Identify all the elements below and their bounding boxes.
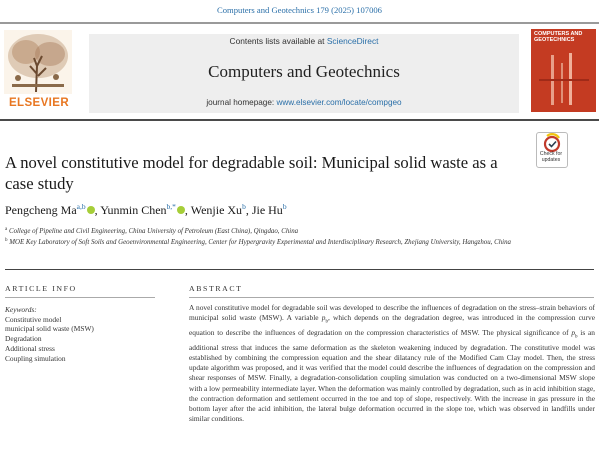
author-affiliation-marks[interactable]: a,b <box>76 202 86 211</box>
orcid-icon[interactable] <box>177 206 185 214</box>
journal-homepage <box>89 98 519 107</box>
author[interactable] <box>191 203 246 217</box>
author-list <box>5 202 565 218</box>
cover-artwork <box>531 49 596 112</box>
homepage-link[interactable]: www.elsevier.com/locate/compgeo <box>276 98 402 107</box>
author-affiliation-marks[interactable]: b,* <box>166 202 176 211</box>
keywords-label: Keywords: <box>5 305 37 314</box>
author-name[interactable]: Yunmin Chen <box>100 203 167 217</box>
paper-title: A novel constitutive model for degradable soil: Municipal solid waste as a case study <box>5 153 498 193</box>
author[interactable] <box>100 203 185 217</box>
contents-prefix: Contents lists available at <box>229 36 327 46</box>
keyword-item: Degradation <box>5 334 42 344</box>
affiliation-mark: a <box>5 227 8 232</box>
journal-title[interactable]: Computers and Geotechnics <box>208 62 400 81</box>
keyword-item: Coupling simulation <box>5 353 66 363</box>
section-divider <box>5 269 594 270</box>
variable-p: p <box>571 327 576 337</box>
header-divider-top <box>0 22 599 24</box>
journal-cover-thumbnail[interactable] <box>531 29 596 112</box>
publisher-name[interactable]: ELSEVIER <box>8 97 70 109</box>
abstract-part-3: is an additional stress that induces the same deformation as the skeleton weakening induced by degradation. The constitutive model was established by combining the compression equation and the shear dilatancy rule of the Modified Cam Clay model. Then, the stress update algorithm was proposed, and it was verified that the model could describe the influences of degradation on the compression and shear responses of MSW. Finally, a degradation-consolidation coupling simulation was conducted on a two-dimensional MSW slope with a low permeability intermediate layer. When the deformation was mainly controlled by degradation, such as in acid inhibition stage, the contraction deformation and settlement occurred in the toe and top of slope, respectively. With the increase in gas pressure in the bottom layer after the acid inhibition, the lateral bulge deformation occurred in the slope toe, which was observed in landfills under similar conditions. <box>189 327 595 424</box>
affiliation-text: MOE Key Laboratory of Soft Soils and Geoenvironmental Engineering, Center for Hypergravity Experimental and Interdisciplinary Research, Zhejiang University, Hangzhou, China <box>9 239 511 246</box>
keyword-item: Additional stress <box>5 343 55 353</box>
abstract-part-1: A novel constitutive model for degradable soil was developed to describe the influences of degradation on the stress–strain behaviors of municipal solid waste (MSW). A variable <box>189 303 595 323</box>
affiliation-text: College of Pipeline and Civil Engineering, China University of Petroleum (East China), Qingdao, China <box>8 228 299 235</box>
author[interactable] <box>252 203 287 217</box>
keyword-item: municipal solid waste (MSW) <box>5 324 94 334</box>
variable-subscript: b <box>575 334 578 340</box>
keyword-item: Constitutive model <box>5 314 62 324</box>
affiliation-mark: b <box>5 238 8 243</box>
author[interactable] <box>5 203 95 217</box>
check-updates-label: Check for updates <box>539 151 563 163</box>
cover-title: COMPUTERS AND GEOTECHNICS <box>534 31 583 43</box>
journal-citation[interactable]: Computers and Geotechnics 179 (2025) 107006 <box>217 5 382 15</box>
variable-p: p <box>321 313 326 323</box>
abstract-part-2: , which depends on the degradation degree, was introduced in the compression curve equation to describe the influences of degradation on the compression characteristics of MSW. The physical significance of <box>189 313 595 337</box>
author-separator: , <box>245 203 252 217</box>
author-name[interactable]: Wenjie Xu <box>190 203 243 217</box>
homepage-prefix: journal homepage: <box>206 98 277 107</box>
author-separator: , <box>184 203 191 217</box>
author-affiliation-marks[interactable]: b <box>242 202 246 211</box>
keywords-list <box>5 305 185 363</box>
orcid-icon[interactable] <box>87 206 95 214</box>
contents-availability <box>89 36 519 46</box>
sciencedirect-link[interactable]: ScienceDirect <box>326 36 379 46</box>
author-name[interactable]: Jie Hu <box>251 203 283 217</box>
article-info-heading: ARTICLE INFO <box>5 284 77 293</box>
abstract-heading: ABSTRACT <box>189 284 243 293</box>
abstract-text <box>189 303 595 425</box>
check-updates-icon <box>537 133 567 153</box>
affiliation-b <box>5 236 595 248</box>
variable-subscript: b <box>325 319 328 325</box>
affiliation-a <box>5 225 595 237</box>
abstract-rule <box>189 297 594 298</box>
header-divider-bottom <box>0 119 599 121</box>
author-affiliation-marks[interactable]: b <box>282 202 287 211</box>
author-name[interactable]: Pengcheng Ma <box>5 203 77 217</box>
article-info-rule <box>5 297 155 298</box>
author-separator: , <box>94 203 101 217</box>
